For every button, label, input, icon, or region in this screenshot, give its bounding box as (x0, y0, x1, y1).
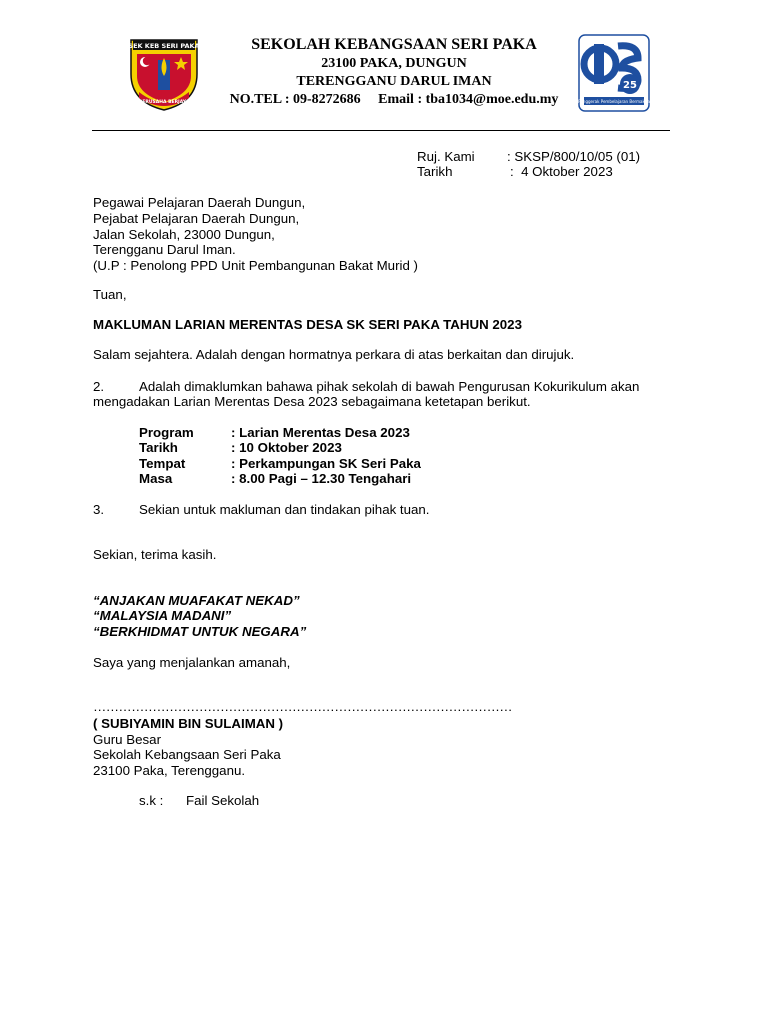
trust-line: Saya yang menjalankan amanah, (93, 655, 291, 670)
cc-value: Fail Sekolah (186, 793, 260, 808)
detail-value-program: : Larian Merentas Desa 2023 (231, 425, 410, 440)
recipient-line: Pejabat Pelajaran Daerah Dungun, (93, 210, 300, 226)
letter-subject: MAKLUMAN LARIAN MERENTAS DESA SK SERI PAKA TAHUN 2023 (93, 317, 522, 332)
anniversary-25-logo (578, 34, 650, 112)
school-address: 23100 PAKA, DUNGUN (321, 56, 467, 71)
recipient-line: Terengganu Darul Iman. (93, 242, 236, 258)
signatory-title: Guru Besar (93, 732, 161, 747)
date-label: Tarikh (417, 164, 453, 179)
date-value: : 4 Oktober 2023 (510, 164, 613, 179)
logo-number: 25 (623, 80, 637, 91)
detail-value-masa: : 8.00 Pagi – 12.30 Tengahari (231, 471, 412, 486)
logo-tagline: Penggerak Pembelajaran Bermakna (578, 99, 650, 104)
signature-line: ……………………………………………………………………………………… (93, 699, 512, 714)
detail-label-tempat: Tempat (139, 456, 186, 471)
recipient-line: (U.P : Penolong PPD Unit Pembangunan Bakat Murid ) (93, 258, 418, 274)
recipient-line: Pegawai Pelajaran Daerah Dungun, (93, 195, 306, 210)
signatory-name: ( SUBIYAMIN BIN SULAIMAN ) (93, 716, 284, 731)
school-name: SEKOLAH KEBANGSAAN SERI PAKA (251, 36, 537, 53)
closing: Sekian, terima kasih. (93, 547, 217, 562)
school-crest-logo (125, 34, 203, 112)
signatory-school: Sekolah Kebangsaan Seri Paka (93, 747, 281, 762)
school-state: TERENGGANU DARUL IMAN (296, 74, 492, 89)
ref-value: : SKSP/800/10/05 (01) (507, 149, 641, 164)
para2-line2: mengadakan Larian Merentas Desa 2023 sebagaimana ketetapan berikut. (93, 394, 531, 409)
detail-value-tarikh: : 10 Oktober 2023 (231, 440, 342, 455)
motto-line: “ANJAKAN MUAFAKAT NEKAD” (93, 593, 300, 608)
salutation: Tuan, (93, 287, 127, 302)
detail-label-program: Program (139, 425, 194, 440)
header-divider (92, 130, 670, 131)
crest-motto: BERUSAHA BERJAYA (138, 100, 190, 105)
recipient-address (93, 195, 418, 274)
detail-value-tempat: : Perkampungan SK Seri Paka (231, 456, 421, 471)
school-contact: NO.TEL : 09-8272686 Email : tba1034@moe.edu.my (229, 92, 559, 107)
detail-label-masa: Masa (139, 471, 173, 486)
cc-label: s.k : (139, 793, 164, 808)
crest-text: SEK KEB SERI PAKA (128, 42, 200, 50)
para3-number: 3. (93, 502, 105, 517)
para2-line1: Adalah dimaklumkan bahawa pihak sekolah di bawah Pengurusan Kokurikulum akan (139, 379, 640, 394)
greeting: Salam sejahtera. Adalah dengan hormatnya perkara di atas berkaitan dan dirujuk. (93, 347, 575, 362)
signatory-location: 23100 Paka, Terengganu. (93, 763, 246, 778)
para2-number: 2. (93, 379, 105, 394)
recipient-line: Jalan Sekolah, 23000 Dungun, (93, 226, 275, 242)
ref-label: Ruj. Kami (417, 149, 475, 164)
motto-line: “MALAYSIA MADANI” (93, 608, 232, 623)
para3-text: Sekian untuk makluman dan tindakan pihak tuan. (139, 502, 430, 517)
detail-label-tarikh: Tarikh (139, 440, 178, 455)
motto-line: “BERKHIDMAT UNTUK NEGARA” (93, 624, 307, 639)
